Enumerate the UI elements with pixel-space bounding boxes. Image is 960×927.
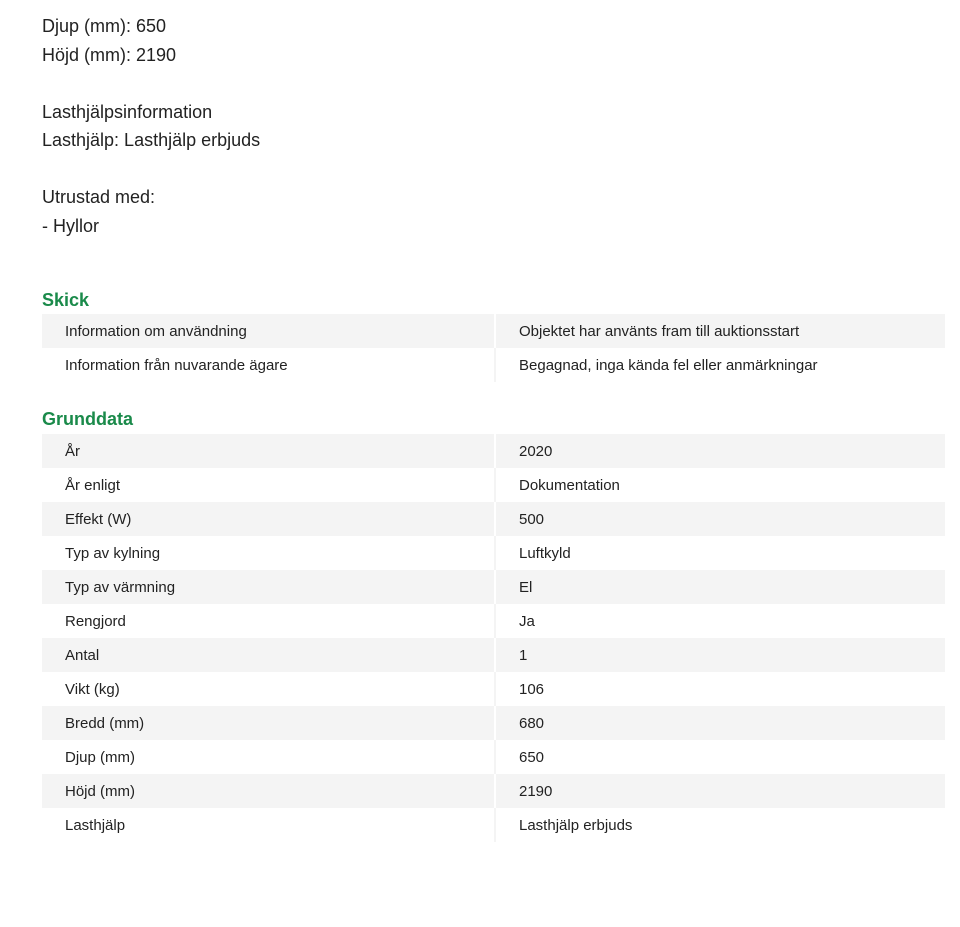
table-row — [42, 570, 945, 604]
row-value: Ja — [495, 604, 945, 638]
row-label: Effekt (W) — [42, 502, 495, 536]
table-row — [42, 536, 945, 570]
row-label: Typ av värmning — [42, 570, 495, 604]
description-line: Höjd (mm): 2190 — [42, 44, 177, 65]
table-row — [42, 314, 945, 348]
row-label: Information om användning — [42, 314, 495, 348]
row-label: Rengjord — [42, 604, 495, 638]
row-value: Luftkyld — [495, 536, 945, 570]
table-row — [42, 740, 945, 774]
table-row — [42, 468, 945, 502]
row-label: Lasthjälp — [42, 808, 495, 842]
description-line: Utrustad med: — [42, 187, 156, 207]
row-value: Dokumentation — [495, 468, 945, 502]
grunddata-table — [42, 434, 945, 842]
row-label: År enligt — [42, 468, 495, 502]
section-title-skick: Skick — [42, 290, 90, 310]
section-title-grunddata: Grunddata — [42, 409, 134, 429]
row-value: 680 — [495, 706, 945, 740]
skick-table — [42, 314, 945, 382]
row-label: Vikt (kg) — [42, 672, 495, 706]
row-value: Lasthjälp erbjuds — [495, 808, 945, 842]
row-label: Bredd (mm) — [42, 706, 495, 740]
table-row — [42, 672, 945, 706]
table-row — [42, 604, 945, 638]
row-value: 500 — [495, 502, 945, 536]
row-value: 2190 — [495, 774, 945, 808]
row-value: El — [495, 570, 945, 604]
description-line: - Hyllor — [42, 215, 99, 236]
description-spacer — [42, 69, 260, 98]
description-spacer — [42, 155, 260, 184]
description-line: Lasthjälpsinformation — [42, 101, 213, 122]
row-label: År — [42, 434, 495, 468]
table-row — [42, 774, 945, 808]
row-value: 1 — [495, 638, 945, 672]
description-line: Djup (mm): 650 — [42, 16, 167, 36]
row-label: Information från nuvarande ägare — [42, 348, 495, 382]
row-value: 650 — [495, 740, 945, 774]
table-row — [42, 434, 945, 468]
row-label: Höjd (mm) — [42, 774, 495, 808]
row-label: Antal — [42, 638, 495, 672]
row-value: 2020 — [495, 434, 945, 468]
row-value: Objektet har använts fram till auktionsstart — [495, 314, 945, 348]
row-value: Begagnad, inga kända fel eller anmärkningar — [495, 348, 945, 382]
table-row — [42, 348, 945, 382]
row-value: 106 — [495, 672, 945, 706]
table-row — [42, 808, 945, 842]
row-label: Typ av kylning — [42, 536, 495, 570]
table-row — [42, 706, 945, 740]
description-line: Lasthjälp: Lasthjälp erbjuds — [42, 130, 261, 150]
table-row — [42, 638, 945, 672]
row-label: Djup (mm) — [42, 740, 495, 774]
description-text — [42, 12, 260, 240]
table-row — [42, 502, 945, 536]
